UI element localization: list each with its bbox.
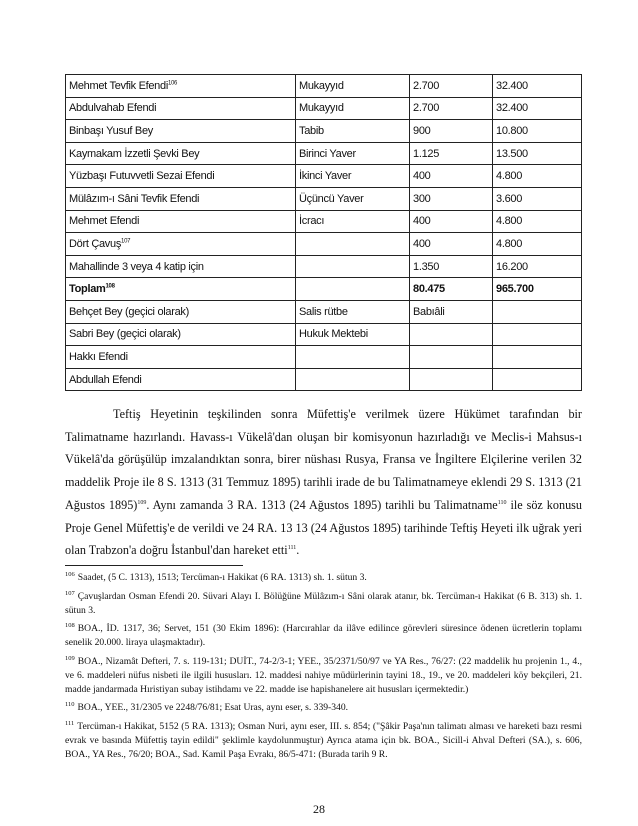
table-cell: 2.700 — [410, 75, 493, 98]
footnote-ref: 110 — [497, 499, 507, 506]
paragraph-text: Teftiş Heyetinin teşkilinden sonra Müfettiş'e verilmek üzere Hükümet tarafından bir Talimatname hazırlandı. Havass-ı Vükelâ'dan oluşan bir komisyonun hazırladığı ve Meclis-i Mahsus-ı Vükelâ'da görüşülüp imzalandıktan sonra, birer nüshası Rusya, Fransa ve İngiltere Elçilerine verilen 32 maddelik Proje ile 8 S. 1313 (31 Temmuz 1895) tarihli irade de bu Talimatnameye eklendi 29 S. 1313 (21 Ağustos 1895)$^{109}$. Aynı zamanda 3 RA. 1313 (24 Ağustos 1895) tarihli bu Talimatname$^{110}$ ile söz konusu Proje Genel Müfettiş'e de verildi ve 24 RA. 13 13 (24 Ağustos 1895) tarihinde Teftiş Heyeti ilk uğrak yeri olan Trabzon'a doğru İstanbul'dan hareket etti$^{111}$. — [65, 407, 583, 558]
table-cell: Üçüncü Yaver — [296, 187, 410, 210]
table-cell — [493, 300, 582, 323]
table-cell — [296, 233, 410, 256]
footnote-number: 108 — [65, 622, 75, 630]
table-cell: Binbaşı Yusuf Bey — [66, 120, 296, 143]
table-row — [66, 187, 582, 210]
table-cell: Tabib — [296, 120, 410, 143]
table-row — [66, 165, 582, 188]
footnotes — [65, 571, 582, 767]
table-row — [66, 233, 582, 256]
table-cell: 2.700 — [410, 97, 493, 120]
footnote-ref: 111 — [287, 545, 297, 552]
table-row — [66, 300, 582, 323]
table-cell — [296, 346, 410, 369]
table-cell: 16.200 — [493, 255, 582, 278]
footnote-ref: 107 — [121, 238, 131, 245]
table-row — [66, 255, 582, 278]
table-cell: Kaymakam İzzetli Şevki Bey — [66, 142, 296, 165]
table-cell: Abdulvahab Efendi — [66, 97, 296, 120]
footnote: $^{109}$ BOA., Nizamât Defteri, 7. s. 119-131; DUİT., 74-2/3-1; YEE., 35/2371/50/97 ve YA Res., 76/27: (22 maddelik hu projenin 1., 4., ve 6. maddeleri nüfus nisbeti ile ilgili hususları. 12. maddesi nahiye müdürlerinin tayini 18., 19., ve 20. maddeleri köy bekçileri, 21. madde jandarmada Hıristiyan subay istihdamı ve 22. madde ise hapishanelere ait hususları içermektedir.) — [65, 654, 582, 695]
footnote: $^{111}$ Tercüman-ı Hakikat, 5152 (5 RA. 1313); Osman Nuri, aynı eser, III. s. 854; ("Şâkir Paşa'nın talimatı alması ve hareketi bazı resmi evrak ve basında Müfettiş tayin edildi" şeklimle kaydolunmuştur) Ayrıca atama için bk. BOA., Sicill-i Ahval Defteri (SA.), s. 606, BOA., YA Res., 76/20; BOA., Sad. Kamil Paşa Evrakı, 86/5-471: (Burada tarih 9 R. — [65, 719, 582, 760]
table-cell: 32.400 — [493, 97, 582, 120]
table-cell — [410, 346, 493, 369]
table-cell: Mukayyıd — [296, 97, 410, 120]
table-cell: 4.800 — [493, 210, 582, 233]
table-cell: Hukuk Mektebi — [296, 323, 410, 346]
footnote: $^{107}$ Çavuşlardan Osman Efendi 20. Süvari Alayı I. Bölüğüne Mülâzım-ı Sâni olarak atanır, bk. Tercüman-ı Hakikat (6 B. 313) sh. 1. sütun 3. — [65, 589, 582, 616]
table-cell: Toplam$^{108}$ — [66, 278, 296, 301]
footnote-number: 106 — [65, 570, 75, 578]
table-cell: Behçet Bey (geçici olarak) — [66, 300, 296, 323]
footnote: $^{110}$ BOA., YEE., 31/2305 ve 2248/76/81; Esat Uras, aynı eser, s. 339-340. — [65, 701, 349, 714]
table-cell: 300 — [410, 187, 493, 210]
table-cell: 1.350 — [410, 255, 493, 278]
footnote-number: 110 — [65, 701, 75, 709]
table-cell: 4.800 — [493, 233, 582, 256]
table-row — [66, 323, 582, 346]
table-cell: Salis rütbe — [296, 300, 410, 323]
table-row-total — [66, 278, 582, 301]
table-cell: Mehmet Efendi — [66, 210, 296, 233]
table-cell: Mehmet Tevfik Efendi$^{106}$ — [66, 75, 296, 98]
table-cell: 32.400 — [493, 75, 582, 98]
table-row — [66, 142, 582, 165]
table-cell: 4.800 — [493, 165, 582, 188]
table-cell: İkinci Yaver — [296, 165, 410, 188]
table-row — [66, 120, 582, 143]
table-cell: Yüzbaşı Futuvvetli Sezai Efendi — [66, 165, 296, 188]
table-cell — [493, 346, 582, 369]
table-cell — [296, 278, 410, 301]
table-cell — [296, 255, 410, 278]
footnote-separator — [65, 565, 243, 566]
footnote-number: 107 — [65, 589, 75, 597]
footnote-number: 109 — [65, 654, 75, 662]
footnote: $^{108}$ BOA., İD. 1317, 36; Servet, 151 (30 Ekim 1896): (Harcırahlar da ilâve edilince görevleri süresince ödenen ücretlerin toplamı senelik 20.000. liraya ulaşmaktadır). — [65, 622, 582, 649]
table-cell: Abdullah Efendi — [66, 368, 296, 391]
footnote-ref: 109 — [137, 499, 147, 506]
table-cell — [410, 368, 493, 391]
table-cell: Mahallinde 3 veya 4 katip için — [66, 255, 296, 278]
table-row — [66, 97, 582, 120]
page-number: 28 — [313, 802, 325, 816]
table-cell: Sabri Bey (geçici olarak) — [66, 323, 296, 346]
table-cell: 1.125 — [410, 142, 493, 165]
table-cell: 400 — [410, 210, 493, 233]
table-row — [66, 75, 582, 98]
table-cell — [493, 368, 582, 391]
table-cell: 900 — [410, 120, 493, 143]
table-cell: 400 — [410, 165, 493, 188]
table-cell — [410, 323, 493, 346]
footnote-ref: 106 — [167, 80, 178, 87]
table-cell: Dört Çavuş$^{107}$ — [66, 233, 296, 256]
table-cell: 400 — [410, 233, 493, 256]
table-cell: 10.800 — [493, 120, 582, 143]
table-cell: Mukayyıd — [296, 75, 410, 98]
table-cell: Mülâzım-ı Sâni Tevfik Efendi — [66, 187, 296, 210]
table-cell: Babıâli — [410, 300, 493, 323]
footnote-number: 111 — [65, 719, 75, 727]
table-cell: 965.700 — [493, 278, 582, 301]
table-cell — [493, 323, 582, 346]
table-row — [66, 346, 582, 369]
personnel-table — [65, 74, 582, 391]
table-row — [66, 368, 582, 391]
table-cell — [296, 368, 410, 391]
footnote-ref: 108 — [105, 283, 115, 290]
table-cell: İcracı — [296, 210, 410, 233]
table-cell: 3.600 — [493, 187, 582, 210]
table-cell: 13.500 — [493, 142, 582, 165]
table-cell: 80.475 — [410, 278, 493, 301]
footnote: $^{106}$ Saadet, (5 C. 1313), 1513; Tercüman-ı Hakikat (6 RA. 1313) sh. 1. sütun 3. — [65, 570, 367, 583]
body-paragraph — [65, 403, 582, 562]
table-cell: Birinci Yaver — [296, 142, 410, 165]
table-cell: Hakkı Efendi — [66, 346, 296, 369]
table-row — [66, 210, 582, 233]
